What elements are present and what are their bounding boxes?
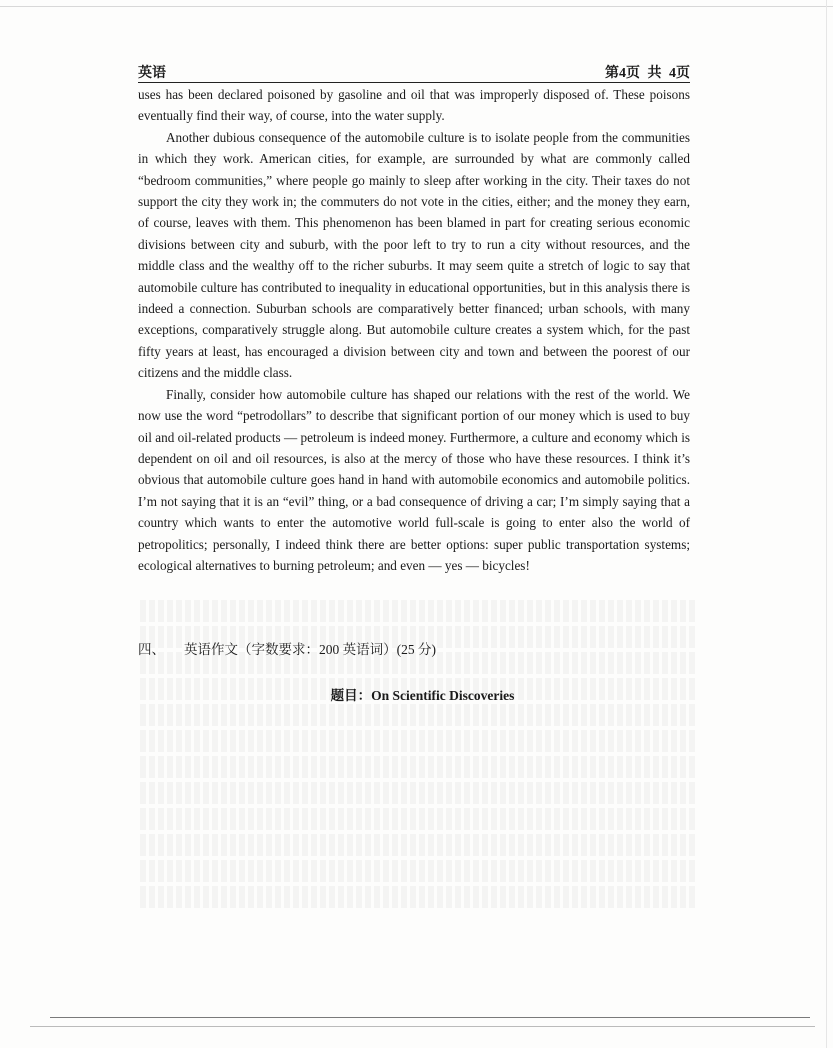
bottom-edge-line-2 bbox=[30, 1026, 815, 1027]
paragraph-2: Another dubious consequence of the automobile culture is to isolate people from the communities in which they work. American cities, for example, are surrounded by what are commonly called “bedroom communities,” where people go mainly to sleep after working in the city. Their taxes do not support the city they work in; the commuters do not vote in the cities, either; and the money they earn, of course, leaves with them. This phenomenon has been blamed in part for creating serious economic divisions between city and suburb, with the poor left to try to run a city without resources, and the middle class and the wealthy off to the richer suburbs. It may seem quite a stretch of logic to say that automobile culture has contributed to inequality in educational opportunities, but in this analysis there is indeed a connection. Suburban schools are comparatively better financed; urban schools, with many exceptions, comparatively struggle along. But automobile culture creates a system which, for the past fifty years at least, has encouraged a division between city and town and between the poorest of our citizens and the middle class. bbox=[138, 129, 690, 381]
paragraph-1: uses has been declared poisoned by gasoline and oil that was improperly disposed of. These poisons eventually find their way, of course, into the water supply. bbox=[138, 87, 690, 124]
page-number: 第4页 共 4页 bbox=[605, 66, 690, 81]
essay-topic: 题目：On Scientific Discoveries bbox=[330, 688, 515, 703]
top-edge-line bbox=[0, 6, 833, 7]
right-edge-line bbox=[826, 0, 827, 1048]
bottom-edge-line bbox=[50, 1017, 810, 1018]
passage-text bbox=[138, 84, 690, 576]
section-heading bbox=[138, 638, 690, 658]
section-title: 英语作文（字数要求：200 英语词）(25 分) bbox=[184, 642, 436, 657]
page-header bbox=[138, 60, 690, 83]
subject-label: 英语 bbox=[138, 66, 166, 81]
paragraph-3: Finally, consider how automobile culture has shaped our relations with the rest of the world. We now use the word “petrodollars” to describe that significant portion of our money which is used to buy oil and oil-related products — petroleum is indeed money. Furthermore, a culture and economy which is dependent on oil and oil resources, is also at the mercy of those who have these resources. I think it’s obvious that automobile culture goes hand in hand with automobile economics and automobile politics. I’m not saying that it is an “evil” thing, or a bad consequence of driving a car; I’m simply saying that a country which wants to enter the automotive world full-scale is going to enter also the world of petropolitics; personally, I indeed think there are better options: super public transportation systems; ecological alternatives to burning petroleum; and even — yes — bicycles! bbox=[138, 386, 690, 573]
section-number: 四、 bbox=[138, 642, 165, 657]
